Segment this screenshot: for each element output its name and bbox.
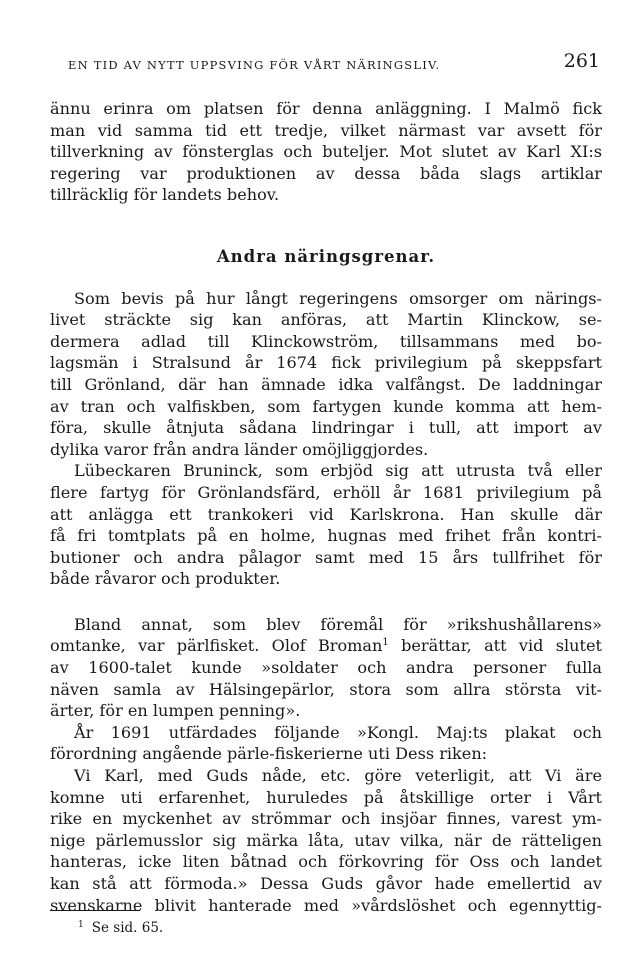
text-line: flere fartyg för Grönlandsfärd, erhöll år 1681 privilegium på [50,482,602,502]
text-line: butioner och andra pålagor samt med 15 års tullfrihet för [50,547,602,567]
text-line: Lübeckaren Bruninck, som erbjöd sig att utrusta två eller [74,461,602,481]
footnote [78,920,163,936]
page-number: 261 [563,50,600,72]
text-line: regering var produktionen av dessa båda slags artiklar [50,163,602,183]
text-line: att anlägga ett trankokeri vid Karlskrona. Han skulle där [50,504,602,524]
text-segment: omtanke, var pärlfisket. Olof Broman [50,636,383,656]
footnote-text: Se sid. 65. [91,920,164,936]
text-line: få fri tomtplats på en holme, hugnas med frihet från kontri- [50,526,602,546]
text-line: tillverkning av fönsterglas och buteljer. Mot slutet av Karl XI:s [50,142,602,162]
text-line: komne uti erfarenhet, huruledes på åtskillige orter i Vårt [50,787,602,807]
text-line: till Grönland, där han ämnade idka valfångst. De laddningar [50,374,602,394]
text-line: livet sträckte sig kan anföras, att Martin Klinckow, se- [50,310,602,330]
text-line: ärter, för en lumpen penning». [50,701,301,721]
text-line: hanteras, icke liten båtnad och förkovring för Oss och landet [50,852,602,872]
text-line: både råvaror och produkter. [50,569,281,589]
text-line: förordning angående pärle-fiskerierne uti Dess riken: [50,744,488,764]
text-line: År 1691 utfärdades följande »Kongl. Maj:ts plakat och [74,722,602,742]
running-title: EN TID AV NYTT UPPSVING FÖR VÅRT NÄRINGSLIV. [68,58,441,72]
text-line: lagsmän i Stralsund år 1674 fick privilegium på skeppsfart [50,353,602,373]
text-line: Bland annat, som blev föremål för »rikshushållarens» [74,614,602,634]
text-line: ännu erinra om platsen för denna anläggning. I Malmö fick [50,99,602,118]
text-line: tillräcklig för landets behov. [50,185,280,205]
text-line: näven samla av Hälsingepärlor, stora som allra största vit- [50,679,602,699]
text-segment: berättar, att vid slutet [388,636,603,656]
text-line: föra, skulle åtnjuta sådana lindringar i tull, att import av [50,418,602,438]
body-text [50,98,602,916]
footnote-ref: 1 [382,637,389,649]
footnote-marker: 1 [78,920,84,930]
text-line: Som bevis på hur långt regeringens omsorger om närings- [74,288,602,308]
text-line: dylika varor från andra länder omöjliggjordes. [50,439,429,459]
text-line: man vid samma tid ett tredje, vilket närmast var avsett för [50,120,602,140]
text-line: kan stå att förmoda.» Dessa Guds gåvor hade emellertid av [50,874,602,893]
text-line: av 1600-talet kunde »soldater och andra personer fulla [50,658,602,678]
footnote-divider [50,910,140,911]
text-line: dermera adlad till Klinckowström, tillsammans med bo- [50,331,602,351]
text-line-with-footnote-ref [50,635,602,657]
text-line: svenskarne blivit hanterade med »vårdslöshet och egennyttig- [50,895,602,915]
text-line: av tran och valfiskben, som fartygen kunde komma att hem- [50,396,602,416]
text-line: rike en myckenhet av strömmar och insjöar finnes, varest ym- [50,809,602,829]
section-heading: Andra näringsgrenar. [216,246,436,266]
text-line: Vi Karl, med Guds nåde, etc. göre veterligit, att Vi äre [74,766,602,786]
text-line: nige pärlemusslor sig märka låta, utav vilka, när de rätteligen [50,830,602,850]
